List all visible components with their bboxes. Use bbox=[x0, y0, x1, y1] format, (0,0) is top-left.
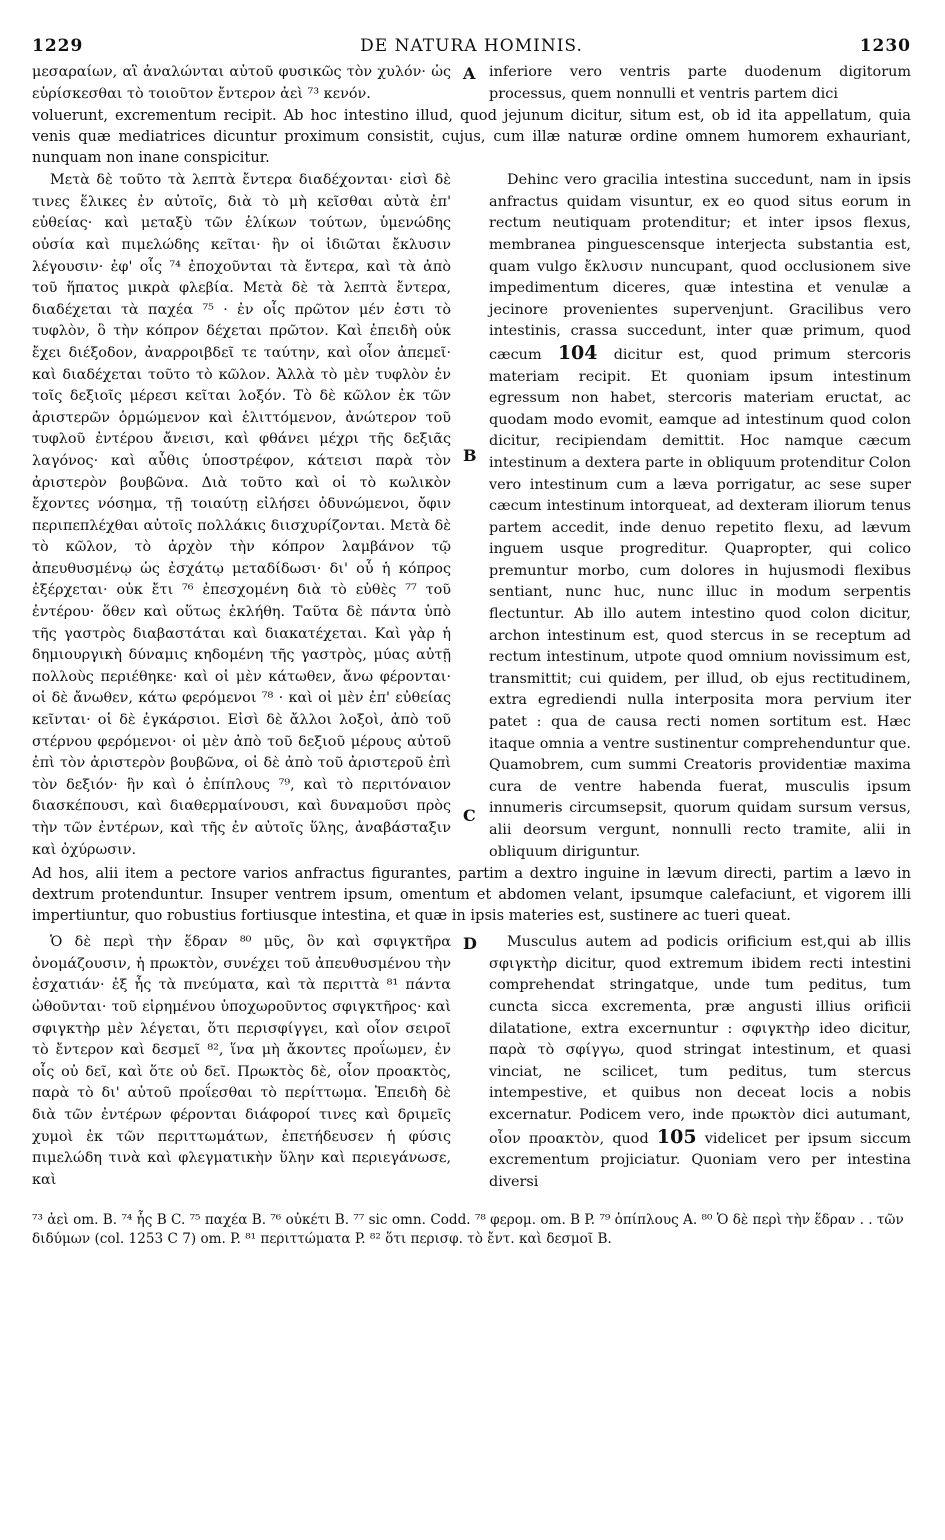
greek-text-2: Ὁ δὲ περὶ τὴν ἕδραν ⁸⁰ μῦς, ὃν καὶ σφιγκτῆρα ὀνομάζουσιν, ἡ πρωκτὸν, συνέχει τοῦ ἀπευθυσμένου τὴν ἐσχατιάν· ἐξ ἧς τὰ πνεύματα, καὶ τὰ περιττὰ ⁸¹ πάντα ὠθοῦνται· τοῦ εἰρημένου ὑποχωροῦντος σφιγκτῆρος· καὶ σφιγκτὴρ μὲν λέγεται, ὅτι περισφίγγει, καὶ οἷον σειροῖ τὸ ἔντερον καὶ δεσμεῖ ⁸², ἵνα μὴ ἄκοντες προΐωμεν, ἐν οἷς οὐ δεῖ, καὶ ὅτε οὐ δεῖ. Πρωκτὸς δὲ, οἷον προακτὸς, παρὰ τὸ δι' αὐτοῦ προΐεσθαι τὸ περίττωμα. Ἐπειδὴ δὲ διὰ τῶν ἐντέρων φέρονται διάφοροί τινες καὶ δριμεῖς χυμοὶ ἐκ τῶν περιττωμάτων, ἐπετήδευσεν ἡ φύσις πιμελώδη τινὰ καὶ φλεγματικὴν ὕλην καὶ περιεγάνωσε, καὶ bbox=[32, 934, 452, 1188]
section-marker-b: B bbox=[463, 446, 477, 466]
page-number-left: 1229 bbox=[32, 36, 84, 56]
footnote-line: ⁷³ ἀεὶ om. B. ⁷⁴ ἧς B C. ⁷⁵ παχέα B. ⁷⁶ οὐκέτι B. ⁷⁷ sic omn. Codd. ⁷⁸ φερομ. om. B P. ⁷⁹ ὁπίπλους A. ⁸⁰ Ὁ δὲ περὶ τὴν ἕδραν . . τῶν διδύμων (col. 1253 C 7) om. P. ⁸¹ περιττώματα P. ⁸² ὅτι περισφ. τὸ ἔντ. καὶ δεσμοῖ B. bbox=[32, 1212, 904, 1248]
latin-text-2 bbox=[479, 932, 911, 1193]
footnotes bbox=[32, 1211, 911, 1249]
latin-2b: videlicet per ipsum siccum excrementum projiciatur. Quoniam vero per intestina diversi bbox=[489, 1130, 911, 1190]
running-title: DE NATURA HOMINIS. bbox=[360, 36, 583, 56]
section-1 bbox=[32, 170, 911, 863]
latin-top-span: inferiore vero ventris parte duodenum digitorum processus, quem nonnulli et ventris partem dici bbox=[489, 64, 911, 102]
section-2 bbox=[32, 932, 911, 1193]
latin-full-width-1: voluerunt, excrementum recipit. Ab hoc intestino illud, quod jejunum dicitur, situm est, ob id ita appellatum, quia venis quæ mediatrices dicuntur proximum consistit, cujus, cum illæ naturæ ordine omnem humorem exhauriant, nunquam non inane conspicitur. bbox=[32, 107, 911, 167]
greek-text-top: μεσαραίων, αἳ ἀναλώνται αὐτοῦ φυσικῶς τὸν χυλόν· ὡς εὑρίσκεσθαι τὸ τοιοῦτον ἔντερον ἀεὶ ⁷³ κενόν. bbox=[32, 64, 452, 102]
section-marker-c: C bbox=[463, 806, 476, 826]
greek-text-1: Μετὰ δὲ τοῦτο τὰ λεπτὰ ἔντερα διαδέχονται· εἰσὶ δὲ τινες ἕλικες ἐν αὐτοῖς, διὰ τὸ μὴ κεῖσθαι αὐτὰ ἐπ' εὐθείας· καὶ μεταξὺ τῶν ἑλίκων τούτων, ὑμενώδης οὐσία καὶ πιμελώδης κεῖται· ἣν οἱ ἰδιῶται ἔκλυσιν λέγουσιν· ἐφ' οἷς ⁷⁴ ἐποχοῦνται τὰ ἔντερα, καὶ τὰ ἀπὸ τοῦ ἥπατος μικρὰ φλεβία. Μετὰ δὲ τὰ λεπτὰ ἔντερα, διαδέχεται τὰ παχέα ⁷⁵ · ἐν οἷς πρῶτον μέν ἐστι τὸ τυφλὸν, ὃ τὴν κόπρον δέχεται πρῶτον. Καὶ ἐπειδὴ οὐκ ἔχει διέξοδον, ἀναρροιβδεῖ τε ταύτην, καὶ οἷον ἀπεμεῖ· καὶ διαδέχεται τοῦτο τὸ κῶλον. Ἀλλὰ τὸ μὲν τυφλὸν ἐν τοῖς δεξιοῖς μέρεσι κεῖται λοξόν. Τὸ δὲ κῶλον ἐκ τῶν ἀριστερῶν ὁρμώμενον καὶ ἑλιττόμενον, ἀνώτερον τοῦ τυφλοῦ ἐντέρου ἄνεισι, καὶ φθάνει μέχρι τῆς δεξιᾶς λαγόνος· καὶ αὖθις ὑποστρέφον, κάτεισι παρὰ τὸν ἀριστερὸν βουβῶνα. Διὰ τοῦτο καὶ οἱ τὸ κωλικὸν ἔχοντες νόσημα, τῇ τοιαύτῃ εἰλήσει ὀδυνώμενοι, ὄφιν περιπεπλέχθαι αὐτοῖς πολλάκις διισχυρίζονται. Μετὰ δὲ τὸ κῶλον, τὸ ἀρχὸν τὴν κόπρον λαμβάνον τῷ ἀπευθυσμένῳ ὡς ἐσχάτῳ μεταδίδωσι· δι' οὗ ἡ κόπρος ἐξέρχεται· οὐκ ἔτι ⁷⁶ ἐπεσχομένη διὰ τὸ εὐθὲς ⁷⁷ τοῦ ἐντέρου· ὅθεν καὶ οὕτως ἐκλήθη. Ταῦτα δὲ πάντα ὑπὸ τῆς γαστρὸς διαβαστάται καὶ διακατέχεται. Καὶ γὰρ ἡ δημιουργικὴ δύναμις κηδομένη τῆς γαστρὸς, μύας αὐτῇ πολλοὺς περιέθηκε· καὶ οἱ μὲν κάτωθεν, ἄνω φέρονται· οἱ δὲ ἄνωθεν, κάτω φερόμενοι ⁷⁸ · καὶ οἱ μὲν ἐπ' εὐθείας κεῖνται· οἱ δὲ ἐγκάρσιοι. Εἰσὶ δὲ ἄλλοι λοξοὶ, ἀπὸ τοῦ στέρνου φερόμενοι· οἱ μὲν ἀπὸ τοῦ δεξιοῦ μέρους αὐτοῦ ἐπὶ τὸν ἀριστερὸν βουβῶνα, οἱ δὲ ἀπὸ τοῦ ἀριστεροῦ ἐπὶ τὸν δεξιόν· ἣν καὶ ὁ ἐπίπλους ⁷⁹, καὶ τὸ περιτόναιον διασκέπουσι, καὶ διαθερμαίνουσι, καὶ δυναμοῦσι πρὸς τὴν τῶν ἐντέρων, καὶ τῆς ἐν αὐτοῖς ὕλης, ἀναβάσταξιν καὶ ὀχύρωσιν. bbox=[32, 172, 452, 858]
latin-text-1 bbox=[479, 170, 911, 863]
latin-full-width-2: Ad hos, alii item a pectore varios anfractus figurantes, partim a dextro inguine in lævum directi, partim a lævo in dextrum protenduntur. Insuper ventrem ipsum, omentum et abdomen velant, ipsumque calefaciunt, et vigorem illi impertiuntur, quo robustius fortiusque intestina, et quæ in ipsis materies est, sustinere ac tueri queat. bbox=[32, 865, 911, 925]
latin-2a: Musculus autem ad podicis orificium est,qui ab illis σφιγκτὴρ dicitur, quod extremum ibidem recti intestini comprehendat stringatque, unde tum peditus, tum cuncta sicca excrementa, præ angusti illius orificii dilatatione, extra excernuntur : σφιγκτὴρ ideo dicitur, παρὰ τὸ σφίγγω, quod stringat intestinum, et quasi vinciat, ne scilicet, tum peditus, tum stercus intempestive, et quibus non deceat locis a nobis excernatur. Podicem vero, inde πρωκτὸν dici autumant, οἷον προακτὸν, quod bbox=[489, 934, 911, 1147]
margin-number-105: 105 bbox=[656, 1125, 697, 1148]
page-header bbox=[32, 30, 911, 62]
section-marker-d: D bbox=[463, 934, 477, 954]
section-marker-d-col bbox=[461, 932, 479, 1193]
section-markers-bc bbox=[461, 170, 479, 863]
latin-1a: Dehinc vero gracilia intestina succedunt, nam in ipsis anfractus quidam visuntur, ex eo quod situs eorum in rectum neutiquam protenditur; et inter ipsos flexus, membranea pinguescensque interjecta substantia est, quam vulgo ἔκλυσιν nuncupant, quod occlusionem sive impedimentum diceres, quæ intestina et venulæ a jecinore provenientes supervenjunt. Gracilibus vero intestinis, crassa succedunt, inter quæ primum, quod cæcum bbox=[489, 172, 911, 363]
latin-text-top bbox=[479, 62, 911, 105]
page-number-right: 1230 bbox=[859, 36, 911, 56]
section-marker-a: A bbox=[463, 64, 476, 83]
top-rows bbox=[32, 62, 911, 105]
margin-number-104: 104 bbox=[557, 341, 598, 364]
latin-1b: dicitur est, quod primum stercoris materiam recipit. Et quoniam ipsum intestinum egressum non habet, stercoris materiam eructat, ac quodam modo evomit, eamque ad intestinum quod colon dicitur, recipiendam demittit. Hoc namque cæcum intestinum a dextera parte in obliquum protenditur Colon vero intestinum cum a læva porrigatur, ac sese super cæcum intestinum intorqueat, ad dexteram iliorum tenus partem accedit, inde denuo repetito flexu, ad lævum inguem usque progreditur. Quapropter, qui colico premuntur morbo, cum dolores in hujusmodi flexibus sentiant, nunc huc, nunc illuc in modum serpentis flectuntur. Ab illo autem intestino quod colon dicitur, archon intestinum est, quod stercus in se receptum ad rectum intestinum, utpote quod omnium novissimum est, transmittit; cui quidem, per illud, ob ejus rectitudinem, extra egrediendi nulla interposita mora pervium iter patet : qua de causa recti nomen sortitum est. Hæc itaque omnia a ventre sustinentur comprehenduntur que. Quamobrem, cum summi Creatoris providentiæ maxima cura de ventre habenda fuerat, musculis ipsum innumeris circumsepsit, quorum quidam sursum versus, alii deorsum vergunt, nonnulli recto tramite, alii in obliquum diriguntur. bbox=[489, 346, 911, 860]
